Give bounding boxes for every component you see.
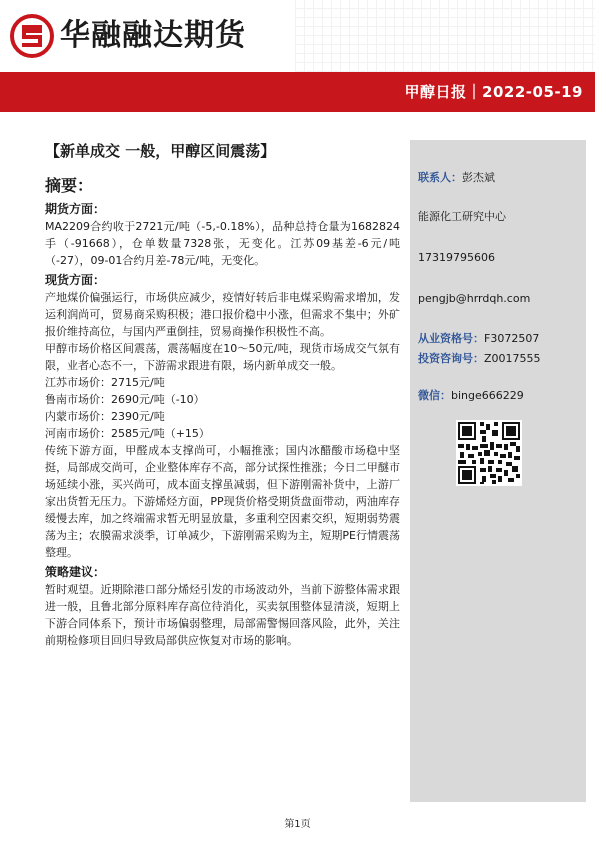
- price-item: 河南市场价：2585元/吨（+15）: [45, 427, 210, 440]
- wechat-label: 微信：: [418, 389, 451, 402]
- report-title-bar: [0, 72, 595, 112]
- spot-paragraph-downstream: 传统下游方面，甲醛成本支撑尚可，小幅推涨；国内冰醋酸市场稳中坚挺，局部成交尚可，企业整体库存不高，部分试探性推涨；今日二甲醚市场延续小涨，买兴尚可，成本面支撑虽减弱，但下游刚需补货中，上游厂家出货暂无压力。下游烯烃方面，PP现货价格受期货盘面带动，两油库存缓慢去库，加之终端需求暂无明显放量，多重利空因素交织，短期弱势震荡为主；农膜需求淡季，订单减少，下游刚需采购为主，短期PE行情震荡整理。: [45, 444, 400, 559]
- header-grid-pattern: [295, 0, 595, 72]
- brand-name: 华融融达期货: [60, 18, 246, 53]
- price-item: 江苏市场价：2715元/吨: [45, 376, 165, 389]
- company-logo-icon: [10, 14, 54, 58]
- department: 能源化工研究中心: [418, 210, 506, 223]
- page-header: [0, 0, 595, 72]
- page-number: 第1页: [284, 819, 311, 830]
- wechat-id: binge666229: [451, 389, 524, 402]
- spot-paragraph-coal: 产地煤价偏强运行，市场供应减少，疫情好转后非电煤采购需求增加，发运利润尚可，贸易商采购积极；港口报价稳中小涨，但需求不集中；外矿报价维持高位，与国内严重倒挂，贸易商操作积极性不高。: [45, 291, 400, 338]
- report-title: 甲醇日报｜2022-05-19: [404, 83, 583, 101]
- futures-paragraph: MA2209合约收于2721元/吨（-5,-0.18%），品种总持仓量为1682824手（-91668），仓单数量7328张，无变化。江苏09基差-6元/吨（-27），09-01合约月差-78元/吨，无变化。: [45, 220, 400, 267]
- contact-sidebar: [410, 140, 586, 802]
- phone-number: 17319795606: [418, 251, 495, 264]
- qualification-value: F3072507: [484, 332, 540, 345]
- investment-consult-row: [418, 351, 541, 367]
- spot-paragraph-methanol: 甲醇市场价格区间震荡，震荡幅度在10～50元/吨，现货市场成交气氛有限，业者心态不一，下游需求跟进有限，场内新单成交一般。: [45, 342, 400, 372]
- report-headline: 【新单成交 一般，甲醇区间震荡】: [45, 142, 276, 160]
- futures-heading: 期货方面：: [45, 202, 106, 216]
- price-item: 内蒙市场价：2390元/吨: [45, 410, 165, 423]
- strategy-paragraph: 暂时观望。近期除港口部分烯烃引发的市场波动外，当前下游整体需求跟进一般，且鲁北部分原料库存高位待消化，买卖氛围整体显清淡，短期上下游合同体系下，预计市场偏弱整理，局部需警惕回落风险，此外，关注前期检修项目回归导致局部供应恢复对市场的影响。: [45, 583, 400, 647]
- summary-heading: 摘要：: [45, 176, 94, 195]
- investment-consult-value: Z0017555: [484, 352, 541, 365]
- contact-row: [418, 170, 495, 186]
- contact-label: 联系人：: [418, 171, 462, 184]
- investment-consult-label: 投资咨询号：: [418, 352, 484, 365]
- qr-code-icon[interactable]: [456, 420, 522, 486]
- contact-name: 彭杰斌: [462, 171, 495, 184]
- main-content: [45, 140, 400, 649]
- strategy-heading: 策略建议：: [45, 565, 106, 579]
- wechat-row: [418, 388, 524, 404]
- qualification-row: [418, 331, 539, 347]
- email-link[interactable]: pengjb@hrrdqh.com: [418, 292, 531, 305]
- price-item: 鲁南市场价：2690元/吨（-10）: [45, 393, 205, 406]
- qualification-label: 从业资格号：: [418, 332, 484, 345]
- spot-heading: 现货方面：: [45, 273, 106, 287]
